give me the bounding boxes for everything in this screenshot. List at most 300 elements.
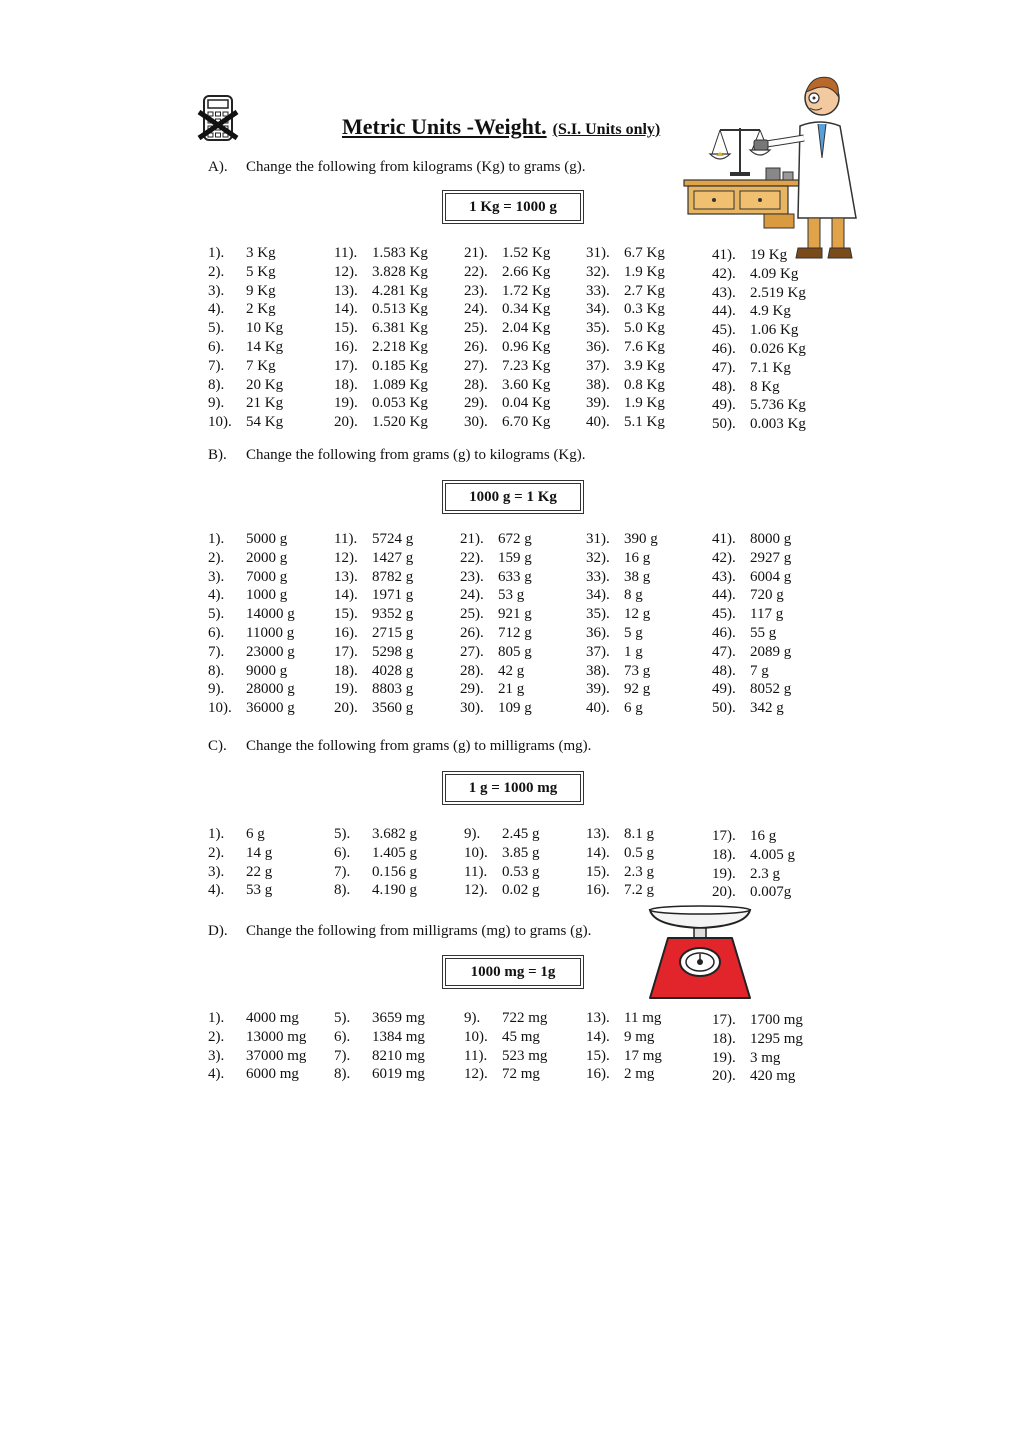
- question-item: [712, 643, 791, 662]
- question-number: 28).: [460, 662, 484, 679]
- question-value: 0.34 Kg: [502, 301, 551, 318]
- question-number: 13).: [586, 826, 610, 842]
- question-value: 3.9 Kg: [624, 357, 665, 374]
- question-number: 19).: [712, 865, 736, 882]
- question-value: 4.190 g: [372, 882, 417, 899]
- question-item: [334, 357, 428, 376]
- question-value: 53 g: [246, 882, 273, 899]
- question-item: [460, 643, 532, 662]
- question-item: [334, 680, 413, 699]
- question-value: 1384 mg: [372, 1028, 425, 1045]
- question-item: [586, 680, 658, 699]
- question-item: [208, 244, 283, 263]
- question-number: 46).: [712, 624, 736, 641]
- question-value: 6004 g: [750, 568, 792, 585]
- question-item: [334, 568, 413, 587]
- question-item: [712, 340, 806, 359]
- question-number: 47).: [712, 359, 736, 376]
- question-value: 7.2 g: [624, 882, 654, 899]
- question-number: 29).: [464, 395, 488, 412]
- question-number: 18).: [334, 376, 358, 393]
- question-number: 22).: [460, 549, 484, 566]
- question-item: [464, 1009, 547, 1028]
- question-value: 7000 g: [246, 568, 288, 585]
- question-value: 4000 mg: [246, 1010, 299, 1026]
- question-number: 5).: [208, 606, 225, 623]
- question-item: [464, 282, 550, 301]
- question-item: [464, 376, 550, 395]
- question-item: [712, 1049, 803, 1068]
- question-item: [208, 263, 283, 282]
- question-value: 0.026 Kg: [750, 340, 806, 357]
- question-number: 30).: [464, 414, 488, 431]
- question-value: 2.3 g: [750, 865, 780, 882]
- question-number: 19).: [712, 1049, 736, 1066]
- question-item: [208, 1009, 306, 1028]
- question-number: 34).: [586, 587, 610, 604]
- question-item: [334, 319, 428, 338]
- question-value: 6 g: [246, 826, 265, 842]
- question-value: 5000 g: [246, 531, 288, 547]
- question-value: 6019 mg: [372, 1066, 425, 1083]
- question-value: 22 g: [246, 863, 273, 880]
- question-item: [334, 605, 413, 624]
- question-number: 5).: [208, 320, 225, 337]
- question-number: 36).: [586, 624, 610, 641]
- question-value: 2.218 Kg: [372, 338, 428, 355]
- section-d-column-1: [208, 1009, 306, 1084]
- question-item: [586, 413, 665, 432]
- section-d-formula-box: [442, 955, 584, 989]
- question-value: 8 Kg: [750, 378, 780, 395]
- question-number: 43).: [712, 568, 736, 585]
- question-item: [334, 549, 413, 568]
- question-value: 1.583 Kg: [372, 245, 428, 261]
- question-item: [334, 376, 428, 395]
- question-item: [208, 357, 283, 376]
- question-number: 19).: [334, 395, 358, 412]
- question-item: [586, 376, 665, 395]
- question-item: [208, 568, 295, 587]
- kitchen-scale-illustration: [646, 904, 754, 1004]
- question-value: 1000 g: [246, 587, 288, 604]
- question-value: 805 g: [498, 643, 532, 660]
- question-number: 15).: [586, 863, 610, 880]
- question-value: 1.9 Kg: [624, 263, 665, 280]
- question-number: 36).: [586, 338, 610, 355]
- section-d-column-2: [334, 1009, 425, 1084]
- question-item: [208, 643, 295, 662]
- question-number: 9).: [208, 681, 225, 698]
- question-number: 1).: [208, 531, 225, 547]
- question-item: [208, 300, 283, 319]
- question-number: 30).: [460, 700, 484, 717]
- section-d-column-5: [712, 1011, 803, 1086]
- question-value: 672 g: [498, 531, 532, 547]
- question-value: 0.3 Kg: [624, 301, 665, 318]
- question-value: 8052 g: [750, 681, 792, 698]
- question-value: 7.1 Kg: [750, 359, 791, 376]
- question-value: 16 g: [624, 549, 651, 566]
- section-a-column-2: [334, 244, 428, 432]
- question-number: 39).: [586, 395, 610, 412]
- question-item: [460, 624, 532, 643]
- question-value: 0.007g: [750, 884, 792, 901]
- section-d-letter: D).: [208, 923, 228, 939]
- question-value: 9000 g: [246, 662, 288, 679]
- question-number: 3).: [208, 1047, 225, 1064]
- question-value: 3560 g: [372, 700, 414, 717]
- question-value: 342 g: [750, 700, 784, 717]
- question-item: [464, 863, 540, 882]
- question-number: 2).: [208, 549, 225, 566]
- question-number: 50).: [712, 700, 736, 717]
- question-number: 3).: [208, 282, 225, 299]
- question-number: 8).: [208, 376, 225, 393]
- question-number: 17).: [712, 1012, 736, 1028]
- question-number: 21).: [460, 531, 484, 547]
- question-item: [586, 624, 658, 643]
- question-value: 921 g: [498, 606, 532, 623]
- question-number: 46).: [712, 340, 736, 357]
- question-number: 31).: [586, 531, 610, 547]
- question-item: [334, 394, 428, 413]
- section-c-column-1: [208, 825, 272, 900]
- question-value: 14 Kg: [246, 338, 284, 355]
- section-a-formula-box: [442, 190, 584, 224]
- question-item: [586, 825, 654, 844]
- question-value: 2715 g: [372, 624, 414, 641]
- question-value: 2.45 g: [502, 826, 540, 842]
- question-item: [586, 605, 658, 624]
- question-item: [208, 586, 295, 605]
- question-number: 2).: [208, 263, 225, 280]
- question-item: [460, 549, 532, 568]
- question-value: 4.9 Kg: [750, 303, 791, 320]
- question-number: 25).: [464, 320, 488, 337]
- question-item: [334, 863, 417, 882]
- question-value: 14000 g: [246, 606, 295, 623]
- question-number: 18).: [334, 662, 358, 679]
- question-item: [208, 549, 295, 568]
- question-item: [208, 376, 283, 395]
- question-item: [586, 263, 665, 282]
- question-value: 7 g: [750, 662, 769, 679]
- question-item: [464, 1065, 547, 1084]
- section-a-instruction: [208, 159, 586, 176]
- question-number: 37).: [586, 643, 610, 660]
- question-item: [460, 568, 532, 587]
- question-number: 1).: [208, 1010, 225, 1026]
- question-number: 13).: [586, 1010, 610, 1026]
- section-a-column-4: [586, 244, 665, 432]
- question-value: 0.156 g: [372, 863, 417, 880]
- question-number: 12).: [334, 263, 358, 280]
- section-d-text: Change the following from milligrams (mg) to grams (g).: [246, 923, 592, 939]
- question-item: [712, 359, 806, 378]
- question-value: 2927 g: [750, 549, 792, 566]
- question-value: 37000 mg: [246, 1047, 307, 1064]
- question-value: 3.682 g: [372, 826, 417, 842]
- question-item: [460, 586, 532, 605]
- question-value: 1.405 g: [372, 844, 417, 861]
- question-number: 38).: [586, 662, 610, 679]
- question-number: 7).: [334, 863, 351, 880]
- question-item: [208, 825, 272, 844]
- question-item: [712, 586, 791, 605]
- question-item: [464, 844, 540, 863]
- question-number: 8).: [334, 1066, 351, 1083]
- question-item: [208, 881, 272, 900]
- question-value: 3.85 g: [502, 844, 540, 861]
- question-item: [334, 662, 413, 681]
- question-number: 15).: [586, 1047, 610, 1064]
- question-value: 722 mg: [502, 1010, 548, 1026]
- question-number: 49).: [712, 397, 736, 414]
- question-item: [712, 284, 806, 303]
- question-value: 0.5 g: [624, 844, 654, 861]
- question-value: 23000 g: [246, 643, 295, 660]
- question-value: 3.828 Kg: [372, 263, 428, 280]
- question-value: 28000 g: [246, 681, 295, 698]
- question-value: 0.8 Kg: [624, 376, 665, 393]
- question-number: 16).: [334, 338, 358, 355]
- question-item: [208, 699, 295, 718]
- question-item: [334, 699, 413, 718]
- question-item: [712, 662, 791, 681]
- question-number: 8).: [208, 662, 225, 679]
- question-number: 6).: [334, 844, 351, 861]
- page-title: [342, 114, 660, 140]
- question-value: 8000 g: [750, 531, 792, 547]
- question-item: [208, 605, 295, 624]
- question-number: 1).: [208, 245, 225, 261]
- question-value: 19 Kg: [750, 247, 788, 263]
- question-item: [586, 549, 658, 568]
- question-item: [208, 282, 283, 301]
- question-number: 41).: [712, 531, 736, 547]
- section-b-column-2: [334, 530, 413, 718]
- question-value: 3 mg: [750, 1049, 781, 1066]
- section-a-column-3: [464, 244, 550, 432]
- question-item: [208, 394, 283, 413]
- question-item: [334, 530, 413, 549]
- question-number: 14).: [586, 1028, 610, 1045]
- question-item: [334, 1065, 425, 1084]
- question-value: 4.09 Kg: [750, 265, 799, 282]
- question-value: 9 Kg: [246, 282, 276, 299]
- question-value: 0.96 Kg: [502, 338, 551, 355]
- question-value: 72 mg: [502, 1066, 540, 1083]
- section-c-column-4: [586, 825, 654, 900]
- question-value: 0.003 Kg: [750, 416, 806, 433]
- question-value: 55 g: [750, 624, 777, 641]
- question-number: 5).: [334, 1010, 351, 1026]
- question-value: 420 mg: [750, 1068, 796, 1085]
- question-number: 15).: [334, 606, 358, 623]
- question-value: 21 Kg: [246, 395, 284, 412]
- question-item: [334, 263, 428, 282]
- question-number: 12).: [464, 1066, 488, 1083]
- question-value: 1.52 Kg: [502, 245, 551, 261]
- question-value: 1971 g: [372, 587, 414, 604]
- question-value: 5 g: [624, 624, 643, 641]
- section-a-text: Change the following from kilograms (Kg) to grams (g).: [246, 159, 586, 175]
- question-number: 4).: [208, 587, 225, 604]
- question-value: 8.1 g: [624, 826, 654, 842]
- question-item: [208, 1028, 306, 1047]
- question-number: 18).: [712, 1030, 736, 1047]
- question-number: 47).: [712, 643, 736, 660]
- question-item: [586, 1028, 662, 1047]
- question-number: 3).: [208, 863, 225, 880]
- question-value: 11000 g: [246, 624, 295, 641]
- question-number: 40).: [586, 700, 610, 717]
- question-item: [712, 865, 795, 884]
- scientist-with-balance-illustration: [680, 68, 870, 263]
- question-item: [586, 643, 658, 662]
- question-value: 10 Kg: [246, 320, 284, 337]
- question-value: 1.72 Kg: [502, 282, 551, 299]
- section-b-column-4: [586, 530, 658, 718]
- question-item: [334, 413, 428, 432]
- question-value: 42 g: [498, 662, 525, 679]
- question-number: 44).: [712, 303, 736, 320]
- question-item: [334, 881, 417, 900]
- question-item: [460, 699, 532, 718]
- question-item: [334, 244, 428, 263]
- question-item: [586, 357, 665, 376]
- title-text: Metric Units -Weight.: [342, 114, 547, 139]
- question-number: 45).: [712, 606, 736, 623]
- question-value: 2000 g: [246, 549, 288, 566]
- question-item: [464, 413, 550, 432]
- question-number: 24).: [460, 587, 484, 604]
- question-item: [712, 530, 791, 549]
- question-value: 9 mg: [624, 1028, 655, 1045]
- question-number: 2).: [208, 1028, 225, 1045]
- question-value: 1295 mg: [750, 1030, 803, 1047]
- question-number: 19).: [334, 681, 358, 698]
- question-item: [208, 1065, 306, 1084]
- question-item: [334, 1047, 425, 1066]
- question-value: 5.0 Kg: [624, 320, 665, 337]
- question-number: 33).: [586, 282, 610, 299]
- question-item: [712, 699, 791, 718]
- question-item: [712, 846, 795, 865]
- question-number: 8).: [334, 882, 351, 899]
- question-value: 8803 g: [372, 681, 414, 698]
- question-value: 6.70 Kg: [502, 414, 551, 431]
- question-item: [208, 530, 295, 549]
- question-item: [208, 680, 295, 699]
- question-value: 3.60 Kg: [502, 376, 551, 393]
- question-item: [464, 881, 540, 900]
- question-item: [464, 300, 550, 319]
- question-value: 1.089 Kg: [372, 376, 428, 393]
- question-number: 14).: [334, 301, 358, 318]
- question-item: [334, 1028, 425, 1047]
- question-value: 53 g: [498, 587, 525, 604]
- question-value: 20 Kg: [246, 376, 284, 393]
- question-number: 15).: [334, 320, 358, 337]
- question-value: 54 Kg: [246, 414, 284, 431]
- no-calculator-icon: [196, 94, 240, 144]
- section-b-column-3: [460, 530, 532, 718]
- question-number: 20).: [712, 1068, 736, 1085]
- question-number: 42).: [712, 549, 736, 566]
- question-item: [334, 624, 413, 643]
- question-number: 26).: [464, 338, 488, 355]
- section-b-letter: B).: [208, 447, 227, 463]
- question-number: 14).: [334, 587, 358, 604]
- question-value: 1700 mg: [750, 1012, 803, 1028]
- question-number: 25).: [460, 606, 484, 623]
- question-value: 2.519 Kg: [750, 284, 806, 301]
- question-item: [586, 568, 658, 587]
- question-item: [586, 881, 654, 900]
- question-value: 17 mg: [624, 1047, 662, 1064]
- question-value: 117 g: [750, 606, 784, 623]
- question-item: [464, 825, 540, 844]
- question-item: [586, 338, 665, 357]
- question-item: [208, 624, 295, 643]
- question-number: 4).: [208, 1066, 225, 1083]
- question-value: 6.381 Kg: [372, 320, 428, 337]
- question-item: [712, 321, 806, 340]
- question-item: [712, 549, 791, 568]
- question-item: [208, 662, 295, 681]
- question-item: [208, 863, 272, 882]
- question-value: 0.053 Kg: [372, 395, 428, 412]
- question-item: [460, 680, 532, 699]
- question-number: 17).: [712, 828, 736, 844]
- question-number: 13).: [334, 282, 358, 299]
- question-number: 12).: [464, 882, 488, 899]
- question-item: [712, 246, 806, 265]
- question-number: 16).: [334, 624, 358, 641]
- question-item: [712, 415, 806, 434]
- question-item: [464, 319, 550, 338]
- question-value: 11 mg: [624, 1010, 662, 1026]
- section-c-formula-box: [442, 771, 584, 805]
- question-number: 7).: [334, 1047, 351, 1064]
- question-item: [464, 357, 550, 376]
- question-number: 7).: [208, 643, 225, 660]
- question-number: 11).: [334, 245, 358, 261]
- question-item: [712, 1011, 803, 1030]
- question-value: 7.6 Kg: [624, 338, 665, 355]
- question-number: 20).: [334, 700, 358, 717]
- question-value: 4.005 g: [750, 846, 795, 863]
- section-c-text: Change the following from grams (g) to milligrams (mg).: [246, 738, 592, 754]
- question-value: 1.9 Kg: [624, 395, 665, 412]
- question-number: 4).: [208, 301, 225, 318]
- question-number: 48).: [712, 662, 736, 679]
- question-item: [334, 282, 428, 301]
- question-value: 2 Kg: [246, 301, 276, 318]
- section-d-instruction: [208, 923, 591, 940]
- question-value: 3 Kg: [246, 245, 276, 261]
- question-number: 6).: [208, 624, 225, 641]
- question-item: [460, 530, 532, 549]
- section-c-column-2: [334, 825, 417, 900]
- question-number: 26).: [460, 624, 484, 641]
- question-value: 5 Kg: [246, 263, 276, 280]
- question-number: 23).: [464, 282, 488, 299]
- question-item: [464, 394, 550, 413]
- question-number: 43).: [712, 284, 736, 301]
